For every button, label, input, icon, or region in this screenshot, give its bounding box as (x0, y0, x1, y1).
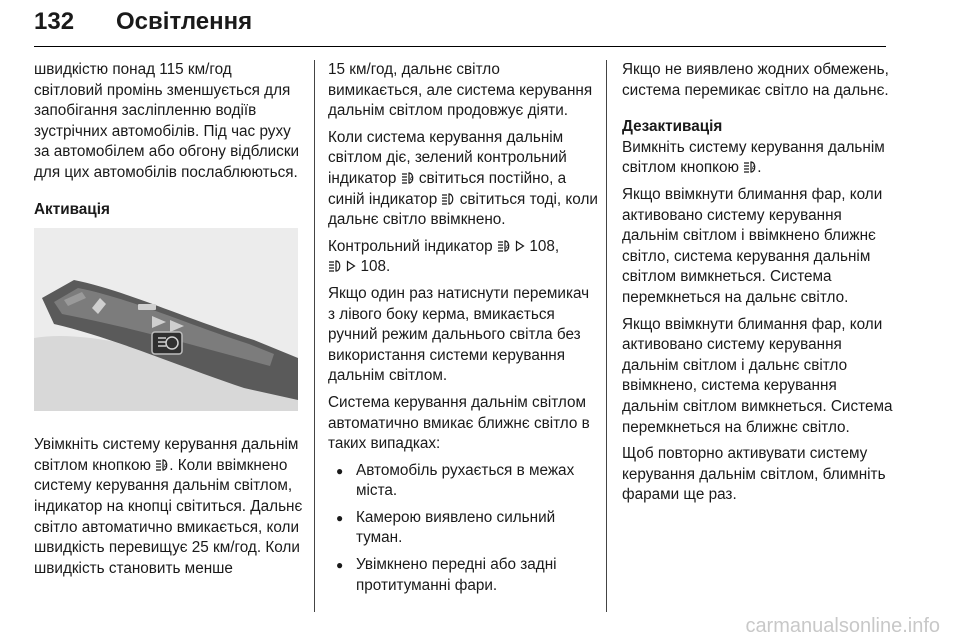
watermark: carmanualsonline.info (745, 615, 940, 637)
high-beam-icon (441, 193, 455, 205)
paragraph: Щоб повторно активувати систему керування дальнім світлом, блимніть фарами ще раз. (622, 445, 886, 504)
list-item: ● Автомобіль рухається в межах міста. (328, 461, 598, 502)
column-divider (314, 60, 315, 612)
page-reference-icon[interactable] (346, 260, 356, 272)
paragraph: Якщо ввімкнути блимання фар, коли активовано систему керування дальнім світлом і ввімкнено ближнє світло, система керування дальнім світлом вимкнеться. Система перемкнеться на дальнє світло. (622, 185, 883, 306)
auto-high-beam-icon (155, 459, 169, 471)
paragraph: Система керування дальнім світлом автоматично вмикає ближнє світло в таких випадках: (328, 393, 590, 453)
paragraph: швидкістю понад 115 км/год світловий промінь зменшується для запобігання засліпленню водіїв зустрічних автомобілів. Під час руху за автомобілем або обгону відблиски для цих автомобілів послаблюються. (34, 61, 300, 181)
page-reference-icon[interactable] (515, 240, 525, 252)
paragraph: Вимкніть систему керування дальнім світлом кнопкою A . (622, 138, 885, 177)
svg-text:A: A (751, 165, 756, 172)
auto-high-beam-icon (743, 161, 757, 173)
page-title: Освітлення (116, 8, 253, 35)
paragraph: Якщо один раз натиснути перемикач з лівого боку керма, вмикається ручний режим дальнього світла без використання системи керування дальнім світлом. (328, 284, 590, 385)
svg-text:A: A (409, 176, 413, 183)
column-2 (328, 60, 598, 602)
list-item: ● Увімкнено передні або задні протитуманні фари. (328, 555, 598, 596)
page-header (34, 6, 886, 47)
paragraph: Якщо ввімкнути блимання фар, коли активовано систему керування дальнім світлом і дальнє світло ввімкнено, система керування дальнім світлом вимкнеться. Система перемкнеться на ближнє світло. (622, 315, 893, 436)
list-item: ● Камерою виявлено сильний туман. (328, 508, 598, 549)
auto-high-beam-icon (401, 172, 415, 184)
page-number: 132 (34, 8, 75, 35)
section-heading-deactivation: Дезактивація (622, 118, 723, 136)
paragraph: Якщо не виявлено жодних обмежень, система перемикає світло на дальнє. (622, 61, 889, 99)
paragraph: Коли система керування дальнім світлом діє, зелений контрольний індикатор A світиться постійно, а синій індикатор світиться тоді, коли дальнє світло ввімкнено. (328, 128, 598, 229)
stalk-illustration (34, 228, 298, 411)
svg-text:A: A (163, 463, 168, 470)
high-beam-icon (328, 260, 342, 272)
column-divider (606, 60, 607, 612)
paragraph: Контрольний індикатор A 108, 108. (328, 237, 560, 276)
svg-text:A: A (505, 244, 510, 251)
column-1 (34, 60, 304, 585)
paragraph: 15 км/год, дальнє світло вимикається, але система керування дальнім світлом продовжує діяти. (328, 61, 593, 120)
paragraph: Увімкніть систему керування дальнім світлом кнопкою A . Коли ввімкнено систему керування дальнім світлом, індикатор на кнопці світиться. Дальнє світло автоматично вмикається, коли швидкість перевищує 25 км/год. Коли швидкість становить менше (34, 436, 303, 577)
section-heading-activation: Активація (34, 200, 110, 218)
bullet-list (328, 461, 598, 597)
auto-high-beam-icon (497, 240, 511, 252)
column-3 (622, 60, 897, 512)
